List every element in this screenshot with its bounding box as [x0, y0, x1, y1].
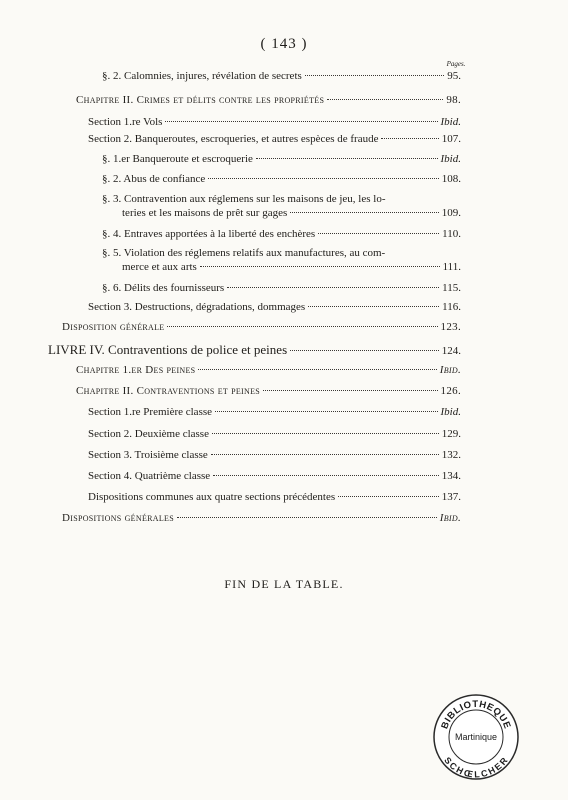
toc-leader-dots: [227, 287, 439, 288]
toc-entry: [102, 153, 461, 165]
toc-entry-page: Ibid.: [440, 116, 461, 128]
toc-entry-section: [88, 133, 461, 145]
toc-leader-dots: [167, 326, 437, 327]
toc-leader-dots: [256, 158, 438, 159]
toc-entry: [122, 261, 461, 273]
toc-entry-page: 98.: [446, 94, 461, 106]
toc-leader-dots: [215, 411, 438, 412]
toc-entry-title: Section 1.re Vols: [88, 116, 163, 128]
toc-entry-disposition: [62, 512, 461, 524]
toc-entry-page: Ibid.: [439, 512, 461, 524]
toc-leader-dots: [290, 212, 438, 213]
toc-entry-first-line: §. 5. Violation des réglemens relatifs aux manufactures, au com-: [102, 247, 386, 259]
toc-leader-dots: [208, 178, 439, 179]
toc-entry-title: Disposition générale: [62, 321, 165, 333]
toc-leader-dots: [308, 306, 439, 307]
toc-entry-page: 110.: [442, 228, 461, 240]
toc-entry-page: 124.: [441, 345, 461, 357]
toc-entry-page: 111.: [442, 261, 461, 273]
toc-entry: [102, 173, 461, 185]
toc-leader-dots: [290, 350, 439, 351]
toc-entry-page: 126.: [440, 385, 461, 397]
stamp-bottom-text: SCHŒLCHER: [442, 755, 510, 780]
toc-entry-section: [88, 491, 461, 503]
toc-leader-dots: [327, 99, 443, 100]
toc-entry-section: [88, 116, 461, 128]
toc-entry-title: Section 2. Banqueroutes, escroqueries, et autres espèces de fraude: [88, 133, 379, 145]
toc-leader-dots: [263, 390, 438, 391]
toc-entry-section: [88, 428, 461, 440]
toc-entry-title: Dispositions générales: [62, 512, 174, 524]
toc-entry-first-line: §. 3. Contravention aux réglemens sur les maisons de jeu, les lo-: [102, 193, 386, 205]
toc-entry-chapter: [76, 94, 461, 106]
toc-entry: [102, 70, 461, 82]
toc-entry: [122, 207, 461, 219]
toc-leader-dots: [212, 433, 439, 434]
toc-entry-page: 109.: [441, 207, 461, 219]
toc-entry-title: Chapitre II. Contraventions et peines: [76, 385, 261, 397]
toc-entry-title: Section 2. Deuxième classe: [88, 428, 209, 440]
toc-entry-title: §. 6. Délits des fournisseurs: [102, 282, 225, 294]
toc-entry-title: Chapitre II. Crimes et délits contre les propriétés: [76, 94, 325, 106]
toc-entry-page: Ibid.: [439, 364, 461, 376]
toc-entry-title: LIVRE IV. Contraventions de police et peines: [48, 342, 288, 357]
toc-entry-section: [88, 406, 461, 418]
toc-entry-title: §. 1.er Banqueroute et escroquerie: [102, 153, 253, 165]
toc-entry: [102, 228, 461, 240]
toc-entry-title: merce et aux arts: [122, 261, 197, 273]
pages-column-label: Pages.: [446, 60, 466, 68]
toc-entry-page: 107.: [441, 133, 461, 145]
toc-entry-title: §. 4. Entraves apportées à la liberté des enchères: [102, 228, 316, 240]
library-stamp: [432, 693, 520, 781]
toc-entry-title: teries et les maisons de prêt sur gages: [122, 207, 288, 219]
end-of-table-text: FIN DE LA TABLE.: [224, 577, 344, 591]
toc-leader-dots: [305, 75, 444, 76]
toc-entry-page: 115.: [442, 282, 461, 294]
toc-entry-livre: [48, 343, 461, 358]
toc-entry-chapter: [76, 385, 461, 397]
toc-leader-dots: [381, 138, 438, 139]
toc-entry-chapter: [76, 364, 461, 376]
toc-leader-dots: [318, 233, 439, 234]
toc-entry-section: [88, 301, 461, 313]
toc-entry-section: [88, 449, 461, 461]
stamp-middle-text: Martinique: [454, 732, 498, 742]
toc-entry-disposition: [62, 321, 461, 333]
toc-leader-dots: [211, 454, 439, 455]
toc-entry-page: 95.: [447, 70, 461, 82]
toc-leader-dots: [213, 475, 439, 476]
toc-entry-section: [88, 470, 461, 482]
toc-entry-page: 108.: [441, 173, 461, 185]
toc-entry: [102, 282, 461, 294]
toc-entry-page: 123.: [440, 321, 461, 333]
toc-entry-page: Ibid.: [440, 153, 461, 165]
toc-entry-title: Section 4. Quatrième classe: [88, 470, 211, 482]
toc-entry-page: Ibid.: [440, 406, 461, 418]
toc-entry-title: §. 2. Calomnies, injures, révélation de secrets: [102, 70, 302, 82]
toc-entry-title: Dispositions communes aux quatre sections précédentes: [88, 491, 336, 503]
toc-leader-dots: [198, 369, 436, 370]
toc-entry-title: Section 3. Destructions, dégradations, dommages: [88, 301, 306, 313]
toc-entry-page: 129.: [441, 428, 461, 440]
toc-leader-dots: [200, 266, 440, 267]
toc-leader-dots: [165, 121, 437, 122]
toc-entry-title: Chapitre 1.er Des peines: [76, 364, 196, 376]
toc-entry-page: 116.: [442, 301, 461, 313]
toc-entry-title: Section 3. Troisième classe: [88, 449, 208, 461]
toc-leader-dots: [177, 517, 437, 518]
toc-leader-dots: [338, 496, 439, 497]
toc-entry-title: §. 2. Abus de confiance: [102, 173, 206, 185]
page-number: ( 143 ): [260, 36, 308, 52]
toc-entry-page: 134.: [441, 470, 461, 482]
toc-entry-title: Section 1.re Première classe: [88, 406, 213, 418]
toc-entry-page: 132.: [441, 449, 461, 461]
toc-entry-page: 137.: [441, 491, 461, 503]
stamp-top-text: BIBLIOTHEQUE: [439, 698, 513, 731]
